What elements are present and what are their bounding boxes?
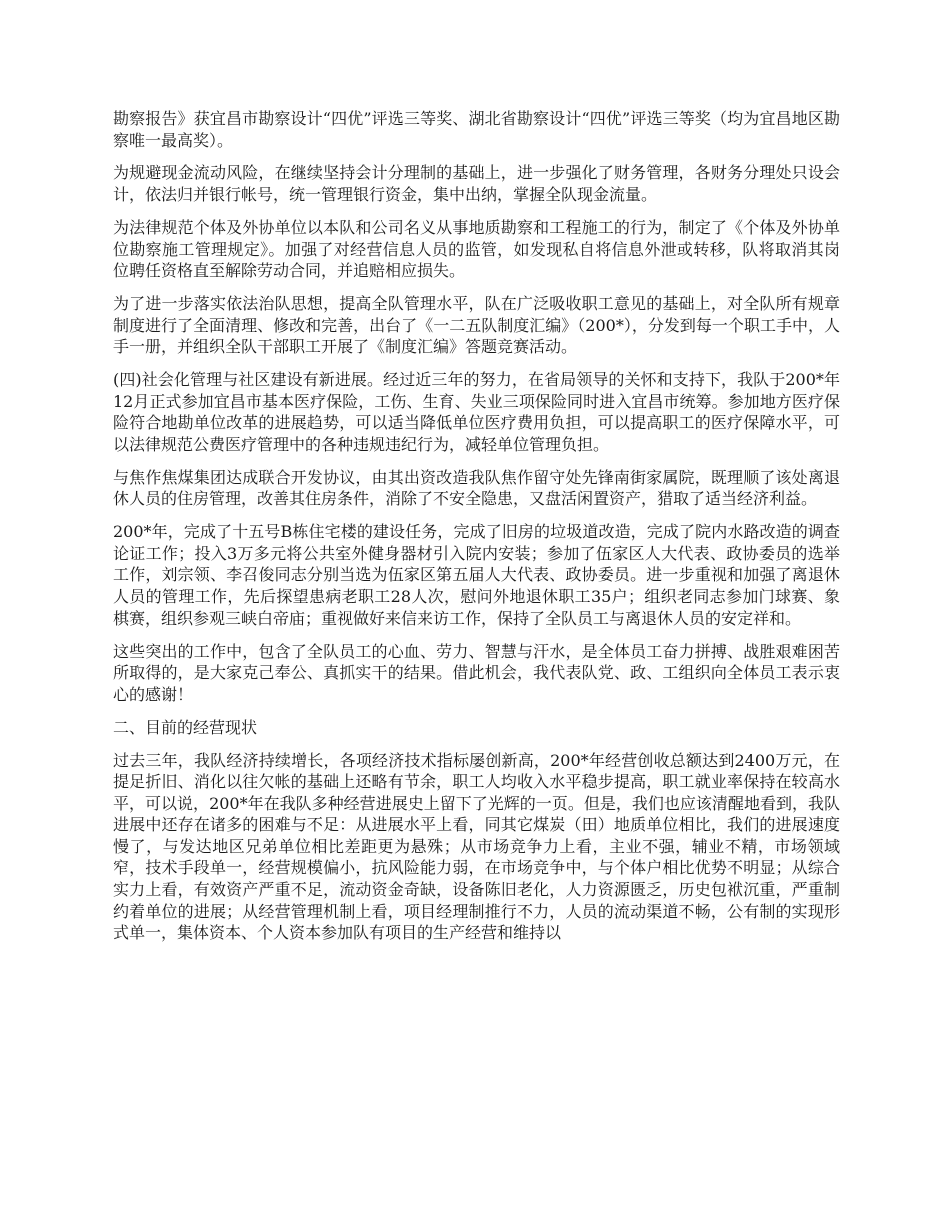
section-heading-operating-status: 二、目前的经营现状	[113, 717, 258, 737]
paragraph-jiaozuo-agreement: 与焦作焦煤集团达成联合开发协议，由其出资改造我队焦作留守处先锋南街家属院，既理顺了该处离退休人员的住房管理，改善其住房条件，消除了不安全隐患，又盘活闲置资产，猎取了适当经济利益。	[113, 467, 840, 509]
paragraph-contractor-regulation: 为法律规范个体及外协单位以本队和公司名义从事地质勘察和工程施工的行为，制定了《个体及外协单位勘察施工管理规定》。加强了对经营信息人员的监管，如发现私自将信息外泄或转移，队将取消其岗位聘任资格直至解除劳动合同，并追赔相应损失。	[113, 217, 840, 281]
paragraph-acknowledgement: 这些突出的工作中，包含了全队员工的心血、劳力、智慧与汗水，是全体员工奋力拼搏、战胜艰难困苦所取得的，是大家克己奉公、真抓实干的结果。借此机会，我代表队党、政、工组织向全体员工表示衷心的感谢！	[113, 641, 840, 704]
document-page	[113, 108, 840, 955]
paragraph-cash-flow: 为规避现金流动风险，在继续坚持会计分理制的基础上，进一步强化了财务管理，各财务分理处只设会计，依法归并银行帐号，统一管理银行资金，集中出纳，掌握全队现金流量。	[113, 163, 840, 205]
paragraph-rule-of-law: 为了进一步落实依法治队思想，提高全队管理水平，队在广泛吸收职工意见的基础上，对全队所有规章制度进行了全面清理、修改和完善，出台了《一二五队制度汇编》（200*），分发到每一个职工手中，人手一册，并组织全队干部职工开展了《制度汇编》答题竞赛活动。	[113, 294, 840, 357]
paragraph-construction-tasks: 200*年，完成了十五号B栋住宅楼的建设任务，完成了旧房的垃圾道改造，完成了院内水路改造的调查论证工作；投入3万多元将公共室外健身器材引入院内安装；参加了伍家区人大代表、政协委员的选举工作，刘宗领、李召俊同志分别当选为伍家区第五届人大代表、政协委员。进一步重视和加强了离退休人员的管理工作，先后探望患病老职工28人次，慰问外地退休职工35户；组织老同志参加门球赛、象棋赛，组织参观三峡白帝庙；重视做好来信来访工作，保持了全队员工与离退休人员的安定祥和。	[113, 522, 840, 628]
paragraph-social-management: (四)社会化管理与社区建设有新进展。经过近三年的努力，在省局领导的关怀和支持下，我队于200*年12月正式参加宜昌市基本医疗保险，工伤、生育、失业三项保险同时进入宜昌市统筹。参加地方医疗保险符合地勘单位改革的进展趋势，可以适当降低单位医疗费用负担，可以提高职工的医疗保障水平，可以法律规范公费医疗管理中的各种违规违纪行为，减轻单位管理负担。	[113, 370, 840, 454]
paragraph-economic-growth: 过去三年，我队经济持续增长，各项经济技术指标屡创新高，200*年经营创收总额达到2400万元，在提足折旧、消化以往欠帐的基础上还略有节余，职工人均收入水平稳步提高，职工就业率保持在较高水平，可以说，200*年在我队多种经营进展史上留下了光辉的一页。但是，我们也应该清醒地看到，我队进展中还存在诸多的困难与不足：从进展水平上看，同其它煤炭（田）地质单位相比，我们的进展速度慢了，与发达地区兄弟单位相比差距更为悬殊；从市场竞争力上看，主业不强，辅业不精，市场领域窄，技术手段单一，经营规模偏小，抗风险能力弱，在市场竞争中，与个体户相比优势不明显；从综合实力上看，有效资产严重不足，流动资金奇缺，设备陈旧老化，人力资源匮乏，历史包袱沉重，严重制约着单位的进展；从经营管理机制上看，项目经理制推行不力，人员的流动渠道不畅，公有制的实现形式单一，集体资本、个人资本参加队有项目的生产经营和维持以	[113, 750, 840, 943]
paragraph-survey-award: 勘察报告》获宜昌市勘察设计“四优”评选三等奖、湖北省勘察设计“四优”评选三等奖（均为宜昌地区勘察唯一最高奖）。	[113, 109, 840, 150]
